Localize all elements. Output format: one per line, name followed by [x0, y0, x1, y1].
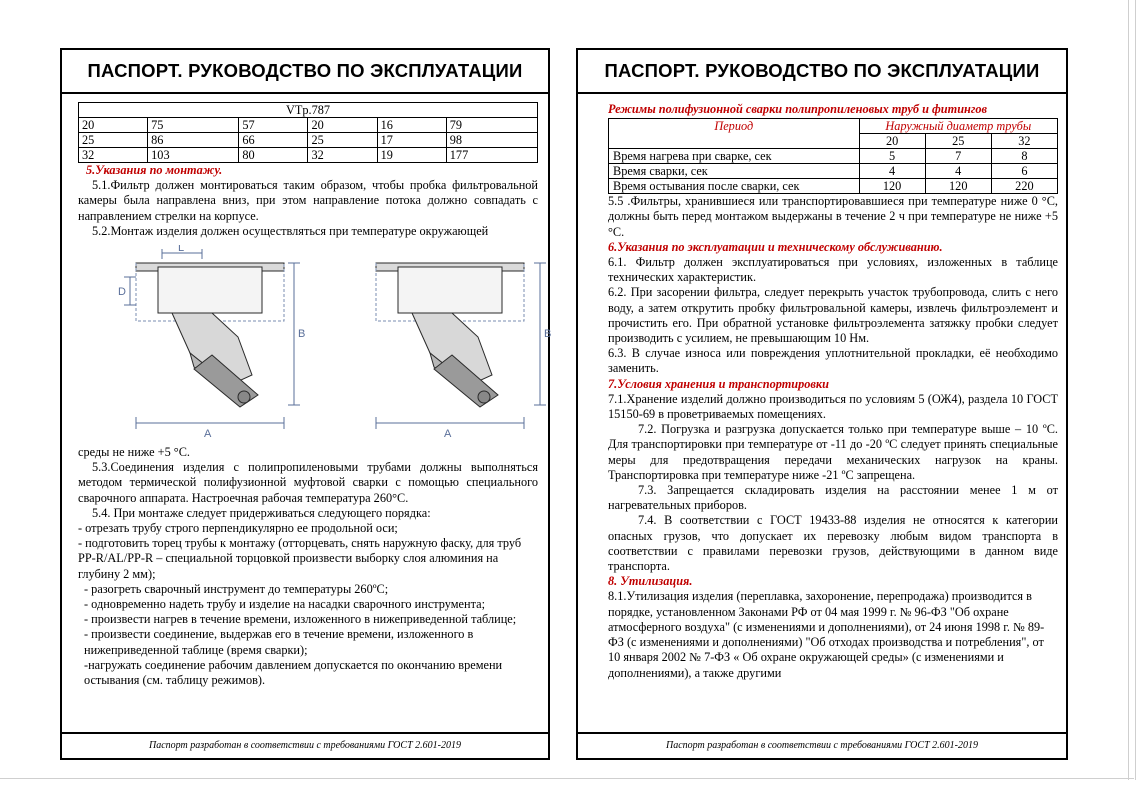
page-edge-bottom: [0, 778, 1134, 779]
table-cell: 25: [79, 133, 148, 148]
paragraph-5-4: 5.4. При монтаже следует придерживаться следующего порядка:: [92, 505, 431, 520]
table-cell: 7: [925, 149, 991, 164]
right-page: [576, 48, 1068, 760]
table-cell: 32: [79, 148, 148, 163]
weld-table-caption: Режимы полифузионной сварки полипропиленовых труб и фитингов: [608, 102, 988, 116]
paragraph-5-2-continued: среды не ниже +5 °C.: [78, 445, 190, 460]
list-item: -нагружать соединение рабочим давлением допускается по окончанию времени остывания (см. таблицу режимов).: [84, 657, 503, 688]
table-cell: 16: [377, 118, 446, 133]
table-cell: 57: [239, 118, 308, 133]
table-cell: 20: [79, 118, 148, 133]
table-cell: Время сварки, сек: [609, 164, 860, 179]
table-row: [79, 133, 538, 148]
table-cell: Время нагрева при сварке, сек: [609, 149, 860, 164]
page-title: ПАСПОРТ. РУКОВОДСТВО ПО ЭКСПЛУАТАЦИИ: [62, 50, 548, 94]
table-row: [79, 118, 538, 133]
table-cell: 79: [446, 118, 537, 133]
table-cell: 25: [308, 133, 377, 148]
table-cell: 4: [859, 164, 925, 179]
table-row: [609, 164, 1058, 179]
table-cell: 177: [446, 148, 537, 163]
paragraph-5-5: 5.5 .Фильтры, хранившиеся или транспортировавшиеся при температуре ниже 0 °С, должны быть перед монтажом выдержаны в течение 2 ч при температуре не ниже +5 °С.: [608, 194, 1058, 239]
table-cell: 98: [446, 133, 537, 148]
dimension-label-l: L: [178, 245, 185, 255]
weld-table-diameter-header: Наружный диаметр трубы: [859, 119, 1057, 134]
right-page-body: [608, 102, 1058, 681]
paragraph-6-2: 6.2. При засорении фильтра, следует перекрыть участок трубопровода, слить с него воду, а затем открутить пробку фильтровальной камеры, извлечь фильтроэлемент и прочистить его. При обратной установке фильтроэлемента затяжку пробки следует производить с усилием, не превышающим 10 Нм.: [608, 285, 1058, 346]
page-title: ПАСПОРТ. РУКОВОДСТВО ПО ЭКСПЛУАТАЦИИ: [578, 50, 1066, 94]
table-cell: 20: [308, 118, 377, 133]
table-cell: 120: [859, 179, 925, 194]
table-cell: Время остывания после сварки, сек: [609, 179, 860, 194]
table-cell: 5: [859, 149, 925, 164]
table-cell: 75: [148, 118, 239, 133]
paragraph-8-1: 8.1.Утилизация изделия (переплавка, захоронение, перепродажа) производится в порядке, установленном Законами РФ от 04 мая 1999 г. № 96-ФЗ "Об охране атмосферного воздуха" (с изменениями и дополнениями), от 24 июня 1998 г. № 89-ФЗ (с изменениями и дополнениями) "Об отходах производства и потребления", от 10 января 2002 № 7-ФЗ « Об охране окружающей среды» (с изменениями и дополнениями), а также другими: [608, 589, 1045, 680]
filter-drawing: [62, 245, 552, 445]
table-cell: 86: [148, 133, 239, 148]
dimension-label-a-2: A: [444, 428, 452, 441]
dimension-label-b: B: [298, 328, 306, 341]
list-item: - разогреть сварочный инструмент до температуры 260ºC;: [84, 581, 389, 596]
dimensions-table: [78, 102, 538, 163]
table-cell: 66: [239, 133, 308, 148]
table-row: [609, 179, 1058, 194]
left-page-body: [78, 102, 552, 688]
paragraph-7-1: 7.1.Хранение изделий должно производиться по условиям 5 (ОЖ4), раздела 10 ГОСТ 15150-69 в проветриваемых помещениях.: [608, 391, 1058, 422]
table-cell: 4: [925, 164, 991, 179]
section-7-heading: 7.Условия хранения и транспортировки: [608, 376, 829, 391]
table-row: [609, 149, 1058, 164]
dimensions-table-header: VTp.787: [79, 103, 538, 118]
list-item: - подготовить торец трубы к монтажу (отторцевать, снять наружную фаску, для труб PP-R/AL/PP-R – специальной торцовкой произвести выборку слоя алюминия на глубину 2 мм);: [78, 536, 522, 581]
table-cell: 103: [148, 148, 239, 163]
weld-table: [608, 118, 1058, 194]
table-cell: 8: [991, 149, 1057, 164]
list-item: - одновременно надеть трубу и изделие на насадки сварочного инструмента;: [84, 597, 485, 612]
dimension-label-d: D: [118, 286, 126, 299]
page-footer: Паспорт разработан в соответствии с требованиями ГОСТ 2.601-2019: [62, 732, 548, 758]
table-cell: 220: [991, 179, 1057, 194]
filter-drawing-svg: [62, 245, 552, 445]
list-item: - произвести нагрев в течение времени, изложенного в нижеприведенной таблице;: [84, 612, 517, 627]
paragraph-6-3: 6.3. В случае износа или повреждения уплотнительной прокладки, её необходимо заменить.: [608, 346, 1058, 376]
page-footer: Паспорт разработан в соответствии с требованиями ГОСТ 2.601-2019: [578, 732, 1066, 758]
table-cell: 32: [991, 134, 1057, 149]
paragraph-5-1: 5.1.Фильтр должен монтироваться таким образом, чтобы пробка фильтровальной камеры была направлена вниз, при этом направление потока должно совпадать с направлением стрелки на корпусе.: [78, 178, 538, 223]
table-cell: 32: [308, 148, 377, 163]
table-row: [79, 148, 538, 163]
dimension-label-b-2: B: [544, 328, 552, 341]
paragraph-7-2: 7.2. Погрузка и разгрузка допускается только при температуре выше – 10 ºС. Для транспортировки при температуре от -11 до -20 ºС следует принять специальные меры для предотвращения передачи механических нагрузок на краны. Транспортировка при температуре ниже -21 ºС запрещена.: [608, 422, 1058, 482]
list-item: - отрезать трубу строго перпендикулярно ее продольной оси;: [78, 521, 398, 536]
paragraph-7-3: 7.3. Запрещается складировать изделия на расстоянии менее 1 м от нагревательных приборов.: [608, 483, 1058, 513]
section-6-heading: 6.Указания по эксплуатации и техническому обслуживанию.: [608, 239, 943, 254]
section-5-heading: 5.Указания по монтажу.: [86, 163, 223, 177]
table-cell: 25: [925, 134, 991, 149]
weld-table-period-header: Период: [609, 119, 860, 149]
table-cell: 20: [859, 134, 925, 149]
table-cell: 80: [239, 148, 308, 163]
page-edge-right: [1128, 0, 1136, 780]
paragraph-5-2: 5.2.Монтаж изделия должен осуществляться при температуре окружающей: [92, 223, 489, 238]
paragraph-6-1: 6.1. Фильтр должен эксплуатироваться при условиях, изложенных в таблице технических характеристик.: [608, 255, 1058, 285]
dimension-label-a: A: [204, 428, 212, 441]
table-cell: 6: [991, 164, 1057, 179]
left-page: [60, 48, 550, 760]
table-cell: 17: [377, 133, 446, 148]
paragraph-5-3: 5.3.Соединения изделия с полипропиленовыми трубами должны выполняться методом термической полифузионной муфтовой сварки с помощью специального сварочного аппарата. Настроечная рабочая температура 260°C.: [78, 460, 538, 505]
list-item: - произвести соединение, выдержав его в течение времени, изложенного в нижеприведенной таблице (время сварки);: [84, 627, 474, 657]
table-cell: 19: [377, 148, 446, 163]
table-cell: 120: [925, 179, 991, 194]
paragraph-7-4: 7.4. В соответствии с ГОСТ 19433-88 изделия не относятся к категории опасных грузов, что допускает их перевозку любым видом транспорта в соответствии с правилами перевозки грузов, действующими в данном виде транспорта.: [608, 513, 1058, 574]
section-8-heading: 8. Утилизация.: [608, 574, 693, 589]
